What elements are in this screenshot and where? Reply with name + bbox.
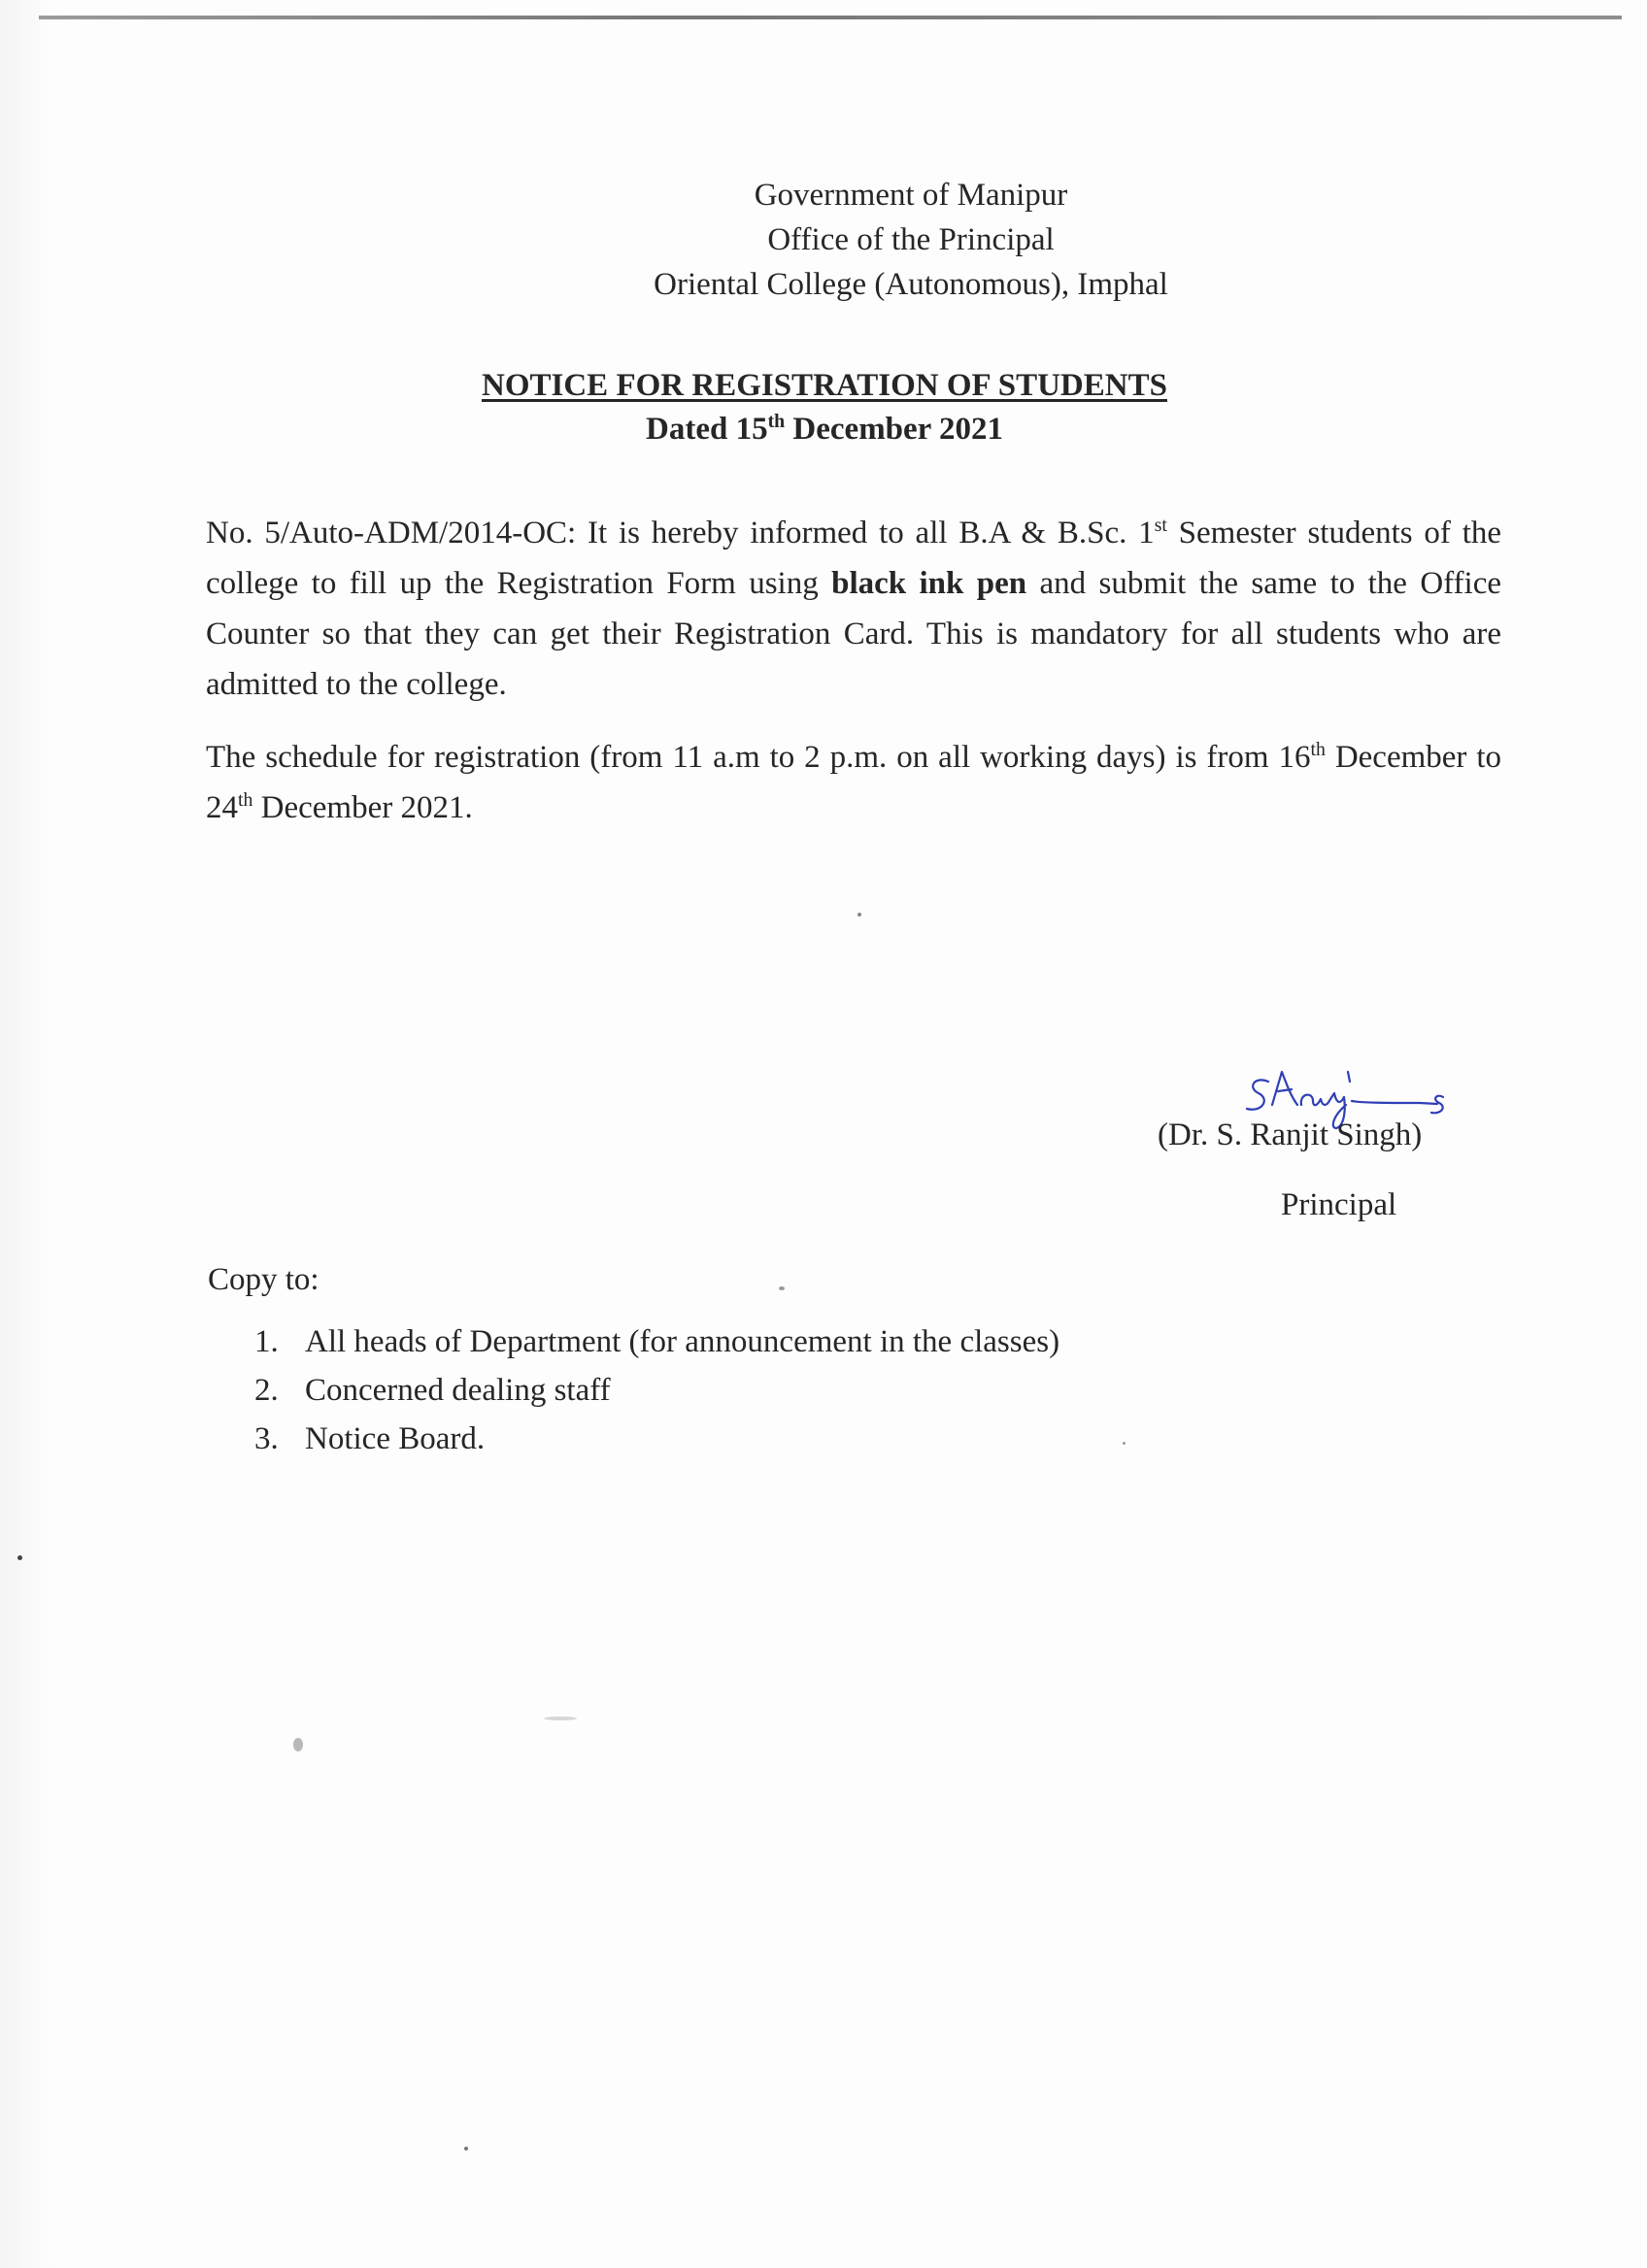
- scan-speck: [17, 1555, 22, 1560]
- copy-item: [254, 1317, 1059, 1366]
- para2-text-b: December to 24: [206, 740, 1501, 825]
- signatory-name: (Dr. S. Ranjit Singh): [1158, 1117, 1423, 1152]
- para1-text-a: No. 5/Auto-ADM/2014-OC: It is hereby informed to all B.A & B.Sc. 1: [206, 516, 1155, 550]
- letterhead-government: Government of Manipur: [754, 178, 1068, 213]
- scan-speck: [1123, 1442, 1126, 1445]
- copy-item-number: 2.: [254, 1373, 279, 1408]
- letterhead-college: Oriental College (Autonomous), Imphal: [654, 267, 1168, 302]
- para1-bold: black ink pen: [831, 566, 1027, 601]
- copy-item: [254, 1366, 1059, 1415]
- para1-text-c: and submit the same to the Office Counter so that they can get their Registration Card. This is mandatory for all students who are admitted to the college.: [206, 566, 1501, 702]
- scan-top-edge: [39, 16, 1622, 19]
- para2-sup-b: th: [238, 789, 253, 811]
- copy-to-label: Copy to:: [208, 1262, 319, 1297]
- para2-sup-a: th: [1310, 739, 1326, 760]
- copy-item-text: All heads of Department (for announcement in the classes): [305, 1324, 1060, 1359]
- para1-text-b: Semester students of the college to fill up the Registration Form using: [206, 516, 1502, 601]
- copy-item-text: Concerned dealing staff: [305, 1373, 611, 1408]
- copy-item-text: Notice Board.: [305, 1421, 486, 1456]
- notice-date-sup: th: [767, 411, 786, 432]
- para2-text-a: The schedule for registration (from 11 a.m to 2 p.m. on all working days) is from 16: [206, 740, 1311, 775]
- letterhead: [0, 173, 1647, 307]
- notice-date-prefix: Dated 15: [646, 412, 768, 447]
- signatory-designation: Principal: [1281, 1187, 1397, 1222]
- notice-paragraph-2: [206, 732, 1501, 833]
- scan-shadow: [0, 0, 54, 2268]
- copy-to-list: [254, 1317, 1059, 1463]
- scan-speck: [293, 1738, 303, 1751]
- notice-title-block: [0, 364, 1647, 451]
- copy-item-number: 1.: [254, 1324, 279, 1359]
- notice-date: [2, 407, 1647, 451]
- scan-speck: [857, 913, 861, 917]
- notice-date-suffix: December 2021: [785, 412, 1003, 447]
- copy-item-number: 3.: [254, 1421, 279, 1456]
- para2-text-c: December 2021.: [252, 790, 473, 825]
- scan-speck: [544, 1717, 577, 1720]
- scan-speck: [779, 1286, 785, 1290]
- para1-sup: st: [1154, 515, 1167, 536]
- notice-title: NOTICE FOR REGISTRATION OF STUDENTS: [482, 368, 1167, 403]
- letterhead-office: Office of the Principal: [767, 222, 1055, 257]
- scan-speck: [464, 2147, 468, 2151]
- signature-block: [1146, 1049, 1593, 1262]
- notice-paragraph-1: [206, 508, 1501, 710]
- copy-item: [254, 1415, 1059, 1463]
